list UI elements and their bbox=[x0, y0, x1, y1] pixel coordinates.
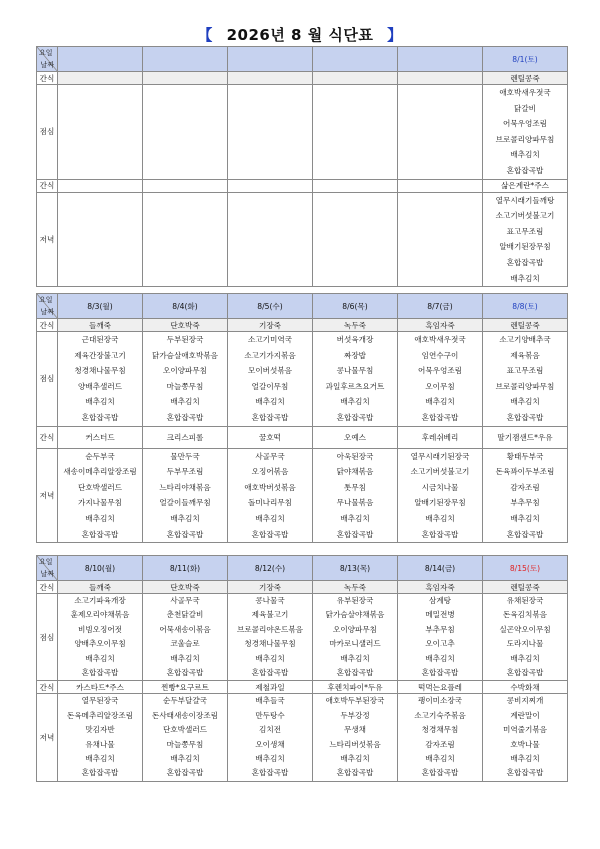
menu-item: 콩나물무침 bbox=[336, 366, 374, 376]
snack-cell: 커스터드 bbox=[58, 426, 143, 448]
snack-cell: 녹두죽 bbox=[313, 581, 398, 594]
menu-item: 혼합잡곡밥 bbox=[506, 412, 544, 422]
dinner-cell bbox=[313, 694, 398, 781]
afternoon-snack-row bbox=[37, 179, 568, 192]
menu-item: 느타리버섯볶음 bbox=[329, 739, 381, 749]
snack-cell: 단호박죽 bbox=[143, 581, 228, 594]
menu-item: 배추김치 bbox=[255, 753, 285, 763]
menu-item: 소고기숙주볶음 bbox=[414, 710, 466, 720]
menu-item: 오이생채 bbox=[255, 739, 285, 749]
snack-cell: 기장죽 bbox=[228, 319, 313, 332]
menu-item: 유부된장국 bbox=[336, 596, 374, 605]
corner-day-label: 요일 bbox=[39, 296, 53, 304]
menu-item: 무나물볶음 bbox=[336, 498, 374, 508]
menu-item: 물만두국 bbox=[170, 451, 200, 461]
menu-item: 느타리야채볶음 bbox=[159, 482, 211, 492]
dinner-cell bbox=[58, 192, 143, 287]
morning-snack-row bbox=[37, 319, 568, 332]
corner-date-label: 날짜 bbox=[40, 308, 54, 316]
menu-item: 배추김치 bbox=[85, 513, 115, 523]
lunch-cell bbox=[398, 85, 483, 180]
menu-item: 배추김치 bbox=[510, 653, 540, 663]
menu-item: 혼합잡곡밥 bbox=[251, 412, 289, 422]
dinner-cell bbox=[313, 192, 398, 287]
morning-snack-row bbox=[37, 581, 568, 594]
menu-item: 콩나물국 bbox=[255, 596, 285, 605]
menu-item: 혼합잡곡밥 bbox=[506, 165, 544, 175]
menu-item: 배추김치 bbox=[255, 653, 285, 663]
menu-item: 닭야채볶음 bbox=[336, 467, 374, 477]
menu-item: 돈육김치볶음 bbox=[502, 610, 547, 620]
menu-item: 혼합잡곡밥 bbox=[251, 529, 289, 539]
menu-item: 열무된장국 bbox=[81, 696, 119, 706]
menu-item: 무생채 bbox=[343, 725, 366, 735]
menu-item: 두부무조림 bbox=[166, 467, 204, 477]
menu-item: 도라지나물 bbox=[506, 639, 544, 649]
menu-item: 배추김치 bbox=[510, 397, 540, 407]
snack-cell bbox=[58, 179, 143, 192]
menu-item: 모이버섯볶음 bbox=[247, 366, 292, 376]
menu-item: 배추김치 bbox=[255, 397, 285, 407]
menu-item: 어묵새송이볶음 bbox=[159, 624, 211, 634]
lunch-row bbox=[37, 85, 568, 180]
row-label: 점심 bbox=[37, 332, 58, 427]
date-cell bbox=[398, 47, 483, 72]
menu-item: 김치전 bbox=[258, 725, 281, 735]
date-cell: 8/7(금) bbox=[398, 294, 483, 319]
menu-item: 제육간장불고기 bbox=[74, 350, 126, 360]
menu-item: 배추김치 bbox=[85, 653, 115, 663]
corner-day-label: 요일 bbox=[39, 558, 53, 566]
title-text: 2026년 8 월 식단표 bbox=[226, 26, 374, 44]
menu-item: 소고기미역국 bbox=[247, 335, 292, 344]
menu-item: 두부강정 bbox=[340, 710, 370, 720]
snack-cell: 꿀호떡 bbox=[228, 426, 313, 448]
menu-item: 혼합잡곡밥 bbox=[166, 768, 204, 778]
menu-item: 새송이메추리알장조림 bbox=[63, 467, 137, 477]
lunch-row bbox=[37, 594, 568, 681]
snack-cell: 렌틸콩죽 bbox=[483, 319, 568, 332]
menu-item: 닭가슴살야채볶음 bbox=[325, 610, 385, 620]
menu-item: 배추김치 bbox=[425, 513, 455, 523]
menu-item: 배추김치 bbox=[340, 753, 370, 763]
lunch-cell bbox=[228, 332, 313, 427]
row-label: 점심 bbox=[37, 594, 58, 681]
date-cell: 8/3(월) bbox=[58, 294, 143, 319]
date-cell: 8/11(화) bbox=[143, 556, 228, 581]
menu-item: 혼합잡곡밥 bbox=[251, 768, 289, 778]
menu-item: 배추김치 bbox=[85, 753, 115, 763]
menu-item: 혼합잡곡밥 bbox=[81, 768, 119, 778]
menu-item: 배추김치 bbox=[170, 753, 200, 763]
snack-cell: 들깨죽 bbox=[58, 319, 143, 332]
menu-item: 배추김치 bbox=[170, 397, 200, 407]
menu-item: 혼합잡곡밥 bbox=[251, 667, 289, 677]
menu-item: 시금치나물 bbox=[421, 482, 459, 492]
menu-item: 춘천닭갈비 bbox=[166, 610, 204, 620]
menu-item: 코울슬로 bbox=[170, 639, 200, 649]
snack-cell: 카스타드*주스 bbox=[58, 681, 143, 694]
menu-item: 혼합잡곡밥 bbox=[166, 529, 204, 539]
menu-item: 혼합잡곡밥 bbox=[421, 768, 459, 778]
date-cell bbox=[58, 47, 143, 72]
row-label: 간식 bbox=[37, 72, 58, 85]
menu-item: 배추김치 bbox=[255, 513, 285, 523]
menu-item: 톳무침 bbox=[343, 482, 366, 492]
lunch-cell bbox=[398, 332, 483, 427]
menu-item: 메밀전병 bbox=[425, 610, 455, 620]
menu-item: 혼합잡곡밥 bbox=[166, 412, 204, 422]
snack-cell bbox=[398, 179, 483, 192]
menu-item: 브로콜리양파무침 bbox=[495, 381, 555, 391]
snack-cell: 크리스피롤 bbox=[143, 426, 228, 448]
snack-cell: 찐빵*요구르트 bbox=[143, 681, 228, 694]
dinner-row bbox=[37, 192, 568, 287]
afternoon-snack-row bbox=[37, 426, 568, 448]
menu-item: 혼합잡곡밥 bbox=[336, 529, 374, 539]
empty-menu-cell bbox=[143, 193, 227, 287]
menu-item: 배추김치 bbox=[510, 753, 540, 763]
menu-item: 소고기양배추국 bbox=[499, 335, 551, 344]
menu-item: 맛김자반 bbox=[85, 725, 115, 735]
menu-item: 표고무조림 bbox=[506, 226, 544, 236]
menu-item: 유채나물 bbox=[85, 739, 115, 749]
snack-cell: 녹두죽 bbox=[313, 319, 398, 332]
dinner-cell bbox=[143, 694, 228, 781]
row-label: 간식 bbox=[37, 681, 58, 694]
snack-cell bbox=[398, 72, 483, 85]
empty-menu-cell bbox=[313, 193, 397, 287]
menu-item: 브로콜리양파무침 bbox=[495, 134, 555, 144]
lunch-cell bbox=[483, 85, 568, 180]
menu-item: 양배추오이무침 bbox=[74, 639, 126, 649]
date-header-row bbox=[37, 556, 568, 581]
snack-cell: 렌틸콩죽 bbox=[483, 581, 568, 594]
empty-menu-cell bbox=[228, 193, 312, 287]
menu-item: 혼합잡곡밥 bbox=[506, 667, 544, 677]
menu-item: 어묵우엉조림 bbox=[417, 366, 462, 376]
snack-cell bbox=[313, 179, 398, 192]
menu-item: 짜장밥 bbox=[343, 350, 366, 360]
snack-cell: 흑임자죽 bbox=[398, 581, 483, 594]
lunch-cell bbox=[58, 332, 143, 427]
lunch-cell bbox=[143, 85, 228, 180]
empty-menu-cell bbox=[143, 85, 227, 179]
dinner-cell bbox=[483, 694, 568, 781]
menu-item: 혼합잡곡밥 bbox=[336, 412, 374, 422]
snack-cell: 제철과일 bbox=[228, 681, 313, 694]
date-cell: 8/14(금) bbox=[398, 556, 483, 581]
snack-cell: 삶은계란*주스 bbox=[483, 179, 568, 192]
date-cell: 8/5(수) bbox=[228, 294, 313, 319]
date-cell: 8/10(월) bbox=[58, 556, 143, 581]
menu-item: 혼합잡곡밥 bbox=[506, 257, 544, 267]
menu-item: 열무시래기된장국 bbox=[410, 451, 470, 461]
menu-item: 청경채무침 bbox=[421, 725, 459, 735]
date-header-row bbox=[37, 294, 568, 319]
lunch-cell bbox=[313, 332, 398, 427]
snack-cell bbox=[58, 72, 143, 85]
menu-item: 얼갈이들깨무침 bbox=[159, 498, 211, 508]
menu-item: 혼합잡곡밥 bbox=[421, 667, 459, 677]
menu-item: 소고기버섯불고기 bbox=[495, 211, 555, 221]
menu-item: 오이양파무침 bbox=[162, 366, 207, 376]
menu-item: 어묵우엉조림 bbox=[502, 119, 547, 129]
row-label: 저녁 bbox=[37, 192, 58, 287]
menu-item: 혼합잡곡밥 bbox=[506, 768, 544, 778]
menu-item: 부추무침 bbox=[510, 498, 540, 508]
dinner-cell bbox=[58, 448, 143, 543]
menu-item: 마늘쫑무침 bbox=[166, 381, 204, 391]
menu-item: 배추김치 bbox=[425, 753, 455, 763]
menu-item: 배추김치 bbox=[170, 653, 200, 663]
menu-table-week2 bbox=[36, 293, 568, 543]
menu-item: 오이양파무침 bbox=[332, 624, 377, 634]
dinner-cell bbox=[398, 448, 483, 543]
dinner-row bbox=[37, 694, 568, 781]
date-cell: 8/4(화) bbox=[143, 294, 228, 319]
menu-item: 혼합잡곡밥 bbox=[506, 529, 544, 539]
menu-item: 버섯육개장 bbox=[336, 335, 374, 344]
menu-item: 배추김치 bbox=[340, 397, 370, 407]
menu-item: 닭가슴살애호박볶음 bbox=[151, 350, 219, 360]
menu-item: 애호박새우젓국 bbox=[414, 335, 466, 344]
row-label: 간식 bbox=[37, 426, 58, 448]
menu-item: 순두부국 bbox=[85, 451, 115, 461]
menu-item: 배추김치 bbox=[340, 653, 370, 663]
morning-snack-row bbox=[37, 72, 568, 85]
menu-item: 브로콜리야온드볶음 bbox=[236, 624, 304, 634]
menu-item: 비빔오징어젓 bbox=[77, 624, 122, 634]
row-label: 점심 bbox=[37, 85, 58, 180]
corner-day-label: 요일 bbox=[39, 49, 53, 57]
date-cell: 8/1(토) bbox=[483, 47, 568, 72]
lunch-cell bbox=[228, 85, 313, 180]
dinner-cell bbox=[398, 694, 483, 781]
menu-item: 배추김치 bbox=[510, 513, 540, 523]
afternoon-snack-row bbox=[37, 681, 568, 694]
snack-cell: 렌틸콩죽 bbox=[483, 72, 568, 85]
menu-item: 팽이미소장국 bbox=[417, 696, 462, 706]
lunch-cell bbox=[228, 594, 313, 681]
menu-item: 오이무침 bbox=[425, 381, 455, 391]
menu-item: 실곤약오이무침 bbox=[499, 624, 551, 634]
dinner-cell bbox=[143, 448, 228, 543]
menu-item: 감자조림 bbox=[510, 482, 540, 492]
row-label: 저녁 bbox=[37, 694, 58, 781]
menu-item: 배추김치 bbox=[510, 273, 540, 283]
lunch-cell bbox=[483, 332, 568, 427]
menu-item: 알배기된장무침 bbox=[499, 242, 551, 252]
menu-item: 황태두부국 bbox=[506, 451, 544, 461]
lunch-row bbox=[37, 332, 568, 427]
menu-item: 혼합잡곡밥 bbox=[421, 412, 459, 422]
menu-item: 미역줄기볶음 bbox=[502, 725, 547, 735]
menu-item: 사골무국 bbox=[170, 596, 200, 605]
snack-cell bbox=[228, 72, 313, 85]
dinner-cell bbox=[58, 694, 143, 781]
lunch-cell bbox=[58, 85, 143, 180]
snack-cell bbox=[143, 179, 228, 192]
lunch-cell bbox=[143, 594, 228, 681]
menu-item: 순두부달걀국 bbox=[162, 696, 207, 706]
menu-item: 제육불고기 bbox=[251, 610, 289, 620]
menu-item: 닭갈비 bbox=[513, 103, 536, 113]
snack-cell: 흑임자죽 bbox=[398, 319, 483, 332]
menu-item: 돈육메추리알장조림 bbox=[66, 710, 134, 720]
date-cell: 8/12(수) bbox=[228, 556, 313, 581]
date-cell: 8/13(목) bbox=[313, 556, 398, 581]
dinner-cell bbox=[483, 448, 568, 543]
menu-item: 단호박샐러드 bbox=[77, 482, 122, 492]
snack-cell: 후레쉬베리 bbox=[398, 426, 483, 448]
lunch-cell bbox=[143, 332, 228, 427]
menu-item: 삼계탕 bbox=[428, 596, 451, 605]
row-label: 간식 bbox=[37, 581, 58, 594]
row-label: 저녁 bbox=[37, 448, 58, 543]
dinner-cell bbox=[313, 448, 398, 543]
menu-item: 근대된장국 bbox=[81, 335, 119, 344]
menu-item: 혼합잡곡밥 bbox=[166, 667, 204, 677]
dinner-cell bbox=[228, 694, 313, 781]
menu-item: 사골무국 bbox=[255, 451, 285, 461]
snack-cell: 단호박죽 bbox=[143, 319, 228, 332]
menu-item: 배추김치 bbox=[340, 513, 370, 523]
corner-date-label: 날짜 bbox=[40, 61, 54, 69]
menu-item: 소고기파육개장 bbox=[74, 596, 126, 605]
menu-item: 배추김치 bbox=[170, 513, 200, 523]
menu-item: 열무시래기들깨탕 bbox=[495, 195, 555, 205]
snack-cell: 오예스 bbox=[313, 426, 398, 448]
lunch-cell bbox=[313, 594, 398, 681]
row-label: 간식 bbox=[37, 179, 58, 192]
dinner-cell bbox=[398, 192, 483, 287]
menu-item: 가지나물무침 bbox=[77, 498, 122, 508]
date-cell bbox=[143, 47, 228, 72]
snack-cell: 들깨죽 bbox=[58, 581, 143, 594]
snack-cell: 수박화채 bbox=[483, 681, 568, 694]
menu-item: 돌미나리무침 bbox=[247, 498, 292, 508]
menu-table-week1 bbox=[36, 46, 568, 287]
snack-cell: 기장죽 bbox=[228, 581, 313, 594]
menu-item: 만두탕수 bbox=[255, 710, 285, 720]
menu-item: 마카로니샐러드 bbox=[329, 639, 381, 649]
menu-item: 얼갈이무침 bbox=[251, 381, 289, 391]
corner-date-label: 날짜 bbox=[40, 570, 54, 578]
dinner-cell bbox=[228, 192, 313, 287]
menu-item: 과일후르츠요거트 bbox=[325, 381, 385, 391]
menu-item: 배추김치 bbox=[85, 397, 115, 407]
snack-cell: 떡먹는요플레 bbox=[398, 681, 483, 694]
menu-item: 두부된장국 bbox=[166, 335, 204, 344]
menu-item: 양배추샐러드 bbox=[77, 381, 122, 391]
menu-item: 혼합잡곡밥 bbox=[81, 412, 119, 422]
dinner-row bbox=[37, 448, 568, 543]
menu-item: 부추무침 bbox=[425, 624, 455, 634]
snack-cell bbox=[228, 179, 313, 192]
menu-item: 마늘쫑무침 bbox=[166, 739, 204, 749]
empty-menu-cell bbox=[398, 85, 482, 179]
day-date-corner bbox=[37, 294, 58, 319]
menu-item: 혼합잡곡밥 bbox=[336, 768, 374, 778]
menu-item: 단호박샐러드 bbox=[162, 725, 207, 735]
menu-item: 소고기가지볶음 bbox=[244, 350, 296, 360]
date-cell: 8/8(토) bbox=[483, 294, 568, 319]
title-bracket-left: 【 bbox=[197, 26, 213, 44]
dinner-cell bbox=[228, 448, 313, 543]
menu-item: 돈육꽈이두부조림 bbox=[495, 467, 555, 477]
snack-cell bbox=[313, 72, 398, 85]
lunch-cell bbox=[58, 594, 143, 681]
menu-item: 혼합잡곡밥 bbox=[421, 529, 459, 539]
date-cell: 8/15(토) bbox=[483, 556, 568, 581]
dinner-cell bbox=[143, 192, 228, 287]
menu-item: 배추김치 bbox=[425, 653, 455, 663]
menu-item: 계란말이 bbox=[510, 710, 540, 720]
page-title bbox=[0, 24, 600, 45]
menu-item: 오이고추 bbox=[425, 639, 455, 649]
menu-item: 호박나물 bbox=[510, 739, 540, 749]
date-cell bbox=[313, 47, 398, 72]
snack-cell: 후렌치파이*두유 bbox=[313, 681, 398, 694]
menu-item: 표고무조림 bbox=[506, 366, 544, 376]
empty-menu-cell bbox=[228, 85, 312, 179]
menu-item: 청경채나물무침 bbox=[74, 366, 126, 376]
date-cell: 8/6(목) bbox=[313, 294, 398, 319]
menu-item: 아욱된장국 bbox=[336, 451, 374, 461]
menu-item: 혼합잡곡밥 bbox=[81, 667, 119, 677]
menu-item: 애호박버섯볶음 bbox=[244, 482, 296, 492]
empty-menu-cell bbox=[58, 193, 142, 287]
day-date-corner bbox=[37, 556, 58, 581]
date-cell bbox=[228, 47, 313, 72]
menu-item: 배추들국 bbox=[255, 696, 285, 706]
menu-item: 혼합잡곡밥 bbox=[336, 667, 374, 677]
menu-item: 감자조림 bbox=[425, 739, 455, 749]
menu-table-week3 bbox=[36, 555, 568, 782]
menu-item: 소고기버섯불고기 bbox=[410, 467, 470, 477]
menu-item: 임연수구이 bbox=[421, 350, 459, 360]
menu-item: 배추김치 bbox=[425, 397, 455, 407]
snack-cell bbox=[143, 72, 228, 85]
snack-cell: 딸기잼샌드*우유 bbox=[483, 426, 568, 448]
day-date-corner bbox=[37, 47, 58, 72]
menu-item: 혼합잡곡밥 bbox=[81, 529, 119, 539]
menu-item: 애호박두부된장국 bbox=[325, 696, 385, 706]
title-bracket-right: 】 bbox=[387, 26, 403, 44]
menu-item: 유채된장국 bbox=[506, 596, 544, 605]
dinner-cell bbox=[483, 192, 568, 287]
menu-item: 콩비지찌개 bbox=[506, 696, 544, 706]
lunch-cell bbox=[313, 85, 398, 180]
empty-menu-cell bbox=[58, 85, 142, 179]
empty-menu-cell bbox=[313, 85, 397, 179]
menu-item: 오징어볶음 bbox=[251, 467, 289, 477]
menu-item: 배추김치 bbox=[510, 150, 540, 160]
menu-item: 훈제오리야채볶음 bbox=[70, 610, 130, 620]
empty-menu-cell bbox=[398, 193, 482, 287]
lunch-cell bbox=[398, 594, 483, 681]
date-header-row bbox=[37, 47, 568, 72]
menu-item: 청경채나물무침 bbox=[244, 639, 296, 649]
row-label: 간식 bbox=[37, 319, 58, 332]
menu-item: 제육볶음 bbox=[510, 350, 540, 360]
menu-item: 알배기된장무침 bbox=[414, 498, 466, 508]
lunch-cell bbox=[483, 594, 568, 681]
menu-item: 애호박새우젓국 bbox=[499, 88, 551, 98]
menu-item: 돈사태새송이장조림 bbox=[151, 710, 219, 720]
